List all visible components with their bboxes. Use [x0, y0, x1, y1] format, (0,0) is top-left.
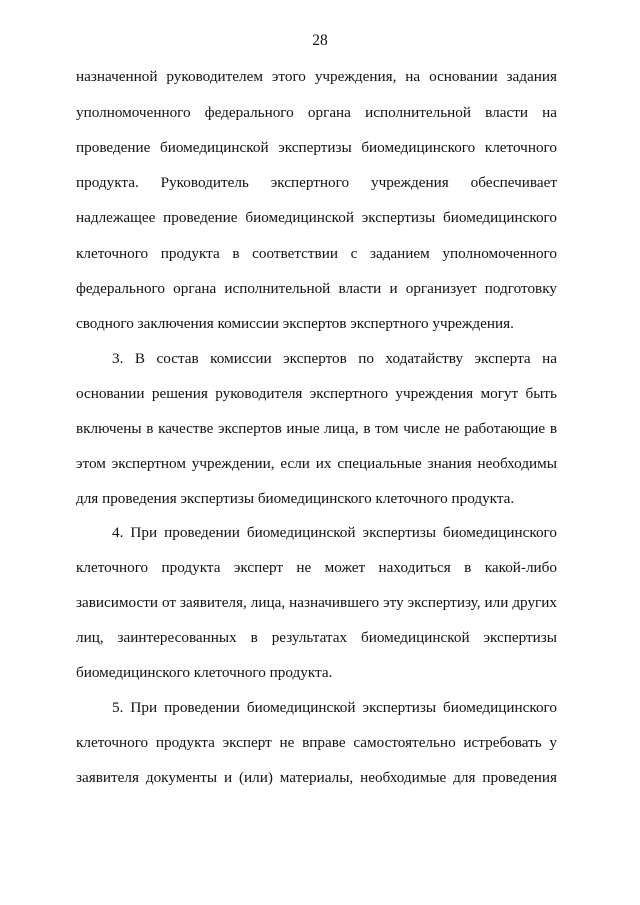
paragraph-start-4: 4. При проведении биомедицинской экспертизы биомедицинского: [112, 524, 557, 541]
text-line: сводного заключения комиссии экспертов экспертного учреждения.: [76, 315, 514, 332]
paragraph-start-3: 3. В состав комиссии экспертов по ходатайству эксперта на: [112, 350, 557, 367]
page-number: 28: [312, 32, 328, 49]
text-line: продукта. Руководитель экспертного учреждения обеспечивает: [76, 174, 557, 191]
text-line: клеточного продукта эксперт не может находиться в какой-либо: [76, 559, 557, 576]
text-line: надлежащее проведение биомедицинской экспертизы биомедицинского: [76, 209, 557, 226]
text-line: зависимости от заявителя, лица, назначившего эту экспертизу, или других: [76, 594, 557, 611]
text-line: клеточного продукта в соответствии с заданием уполномоченного: [76, 245, 557, 262]
text-line: федерального органа исполнительной власти и организует подготовку: [76, 280, 557, 297]
paragraph-start-5: 5. При проведении биомедицинской экспертизы биомедицинского: [112, 699, 557, 716]
text-line: этом экспертном учреждении, если их специальные знания необходимы: [76, 455, 557, 472]
text-line: биомедицинского клеточного продукта.: [76, 664, 333, 681]
text-line: уполномоченного федерального органа исполнительной власти на: [76, 104, 557, 121]
text-line: заявителя документы и (или) материалы, необходимые для проведения: [76, 769, 557, 786]
text-line: включены в качестве экспертов иные лица, в том числе не работающие в: [76, 420, 557, 437]
text-line: для проведения экспертизы биомедицинского клеточного продукта.: [76, 490, 515, 507]
text-line: клеточного продукта эксперт не вправе самостоятельно истребовать у: [76, 734, 557, 751]
text-line: лиц, заинтересованных в результатах биомедицинской экспертизы: [76, 629, 557, 646]
text-line: основании решения руководителя экспертного учреждения могут быть: [76, 385, 557, 402]
text-line: проведение биомедицинской экспертизы биомедицинского клеточного: [76, 139, 557, 156]
text-line: назначенной руководителем этого учреждения, на основании задания: [76, 68, 557, 85]
